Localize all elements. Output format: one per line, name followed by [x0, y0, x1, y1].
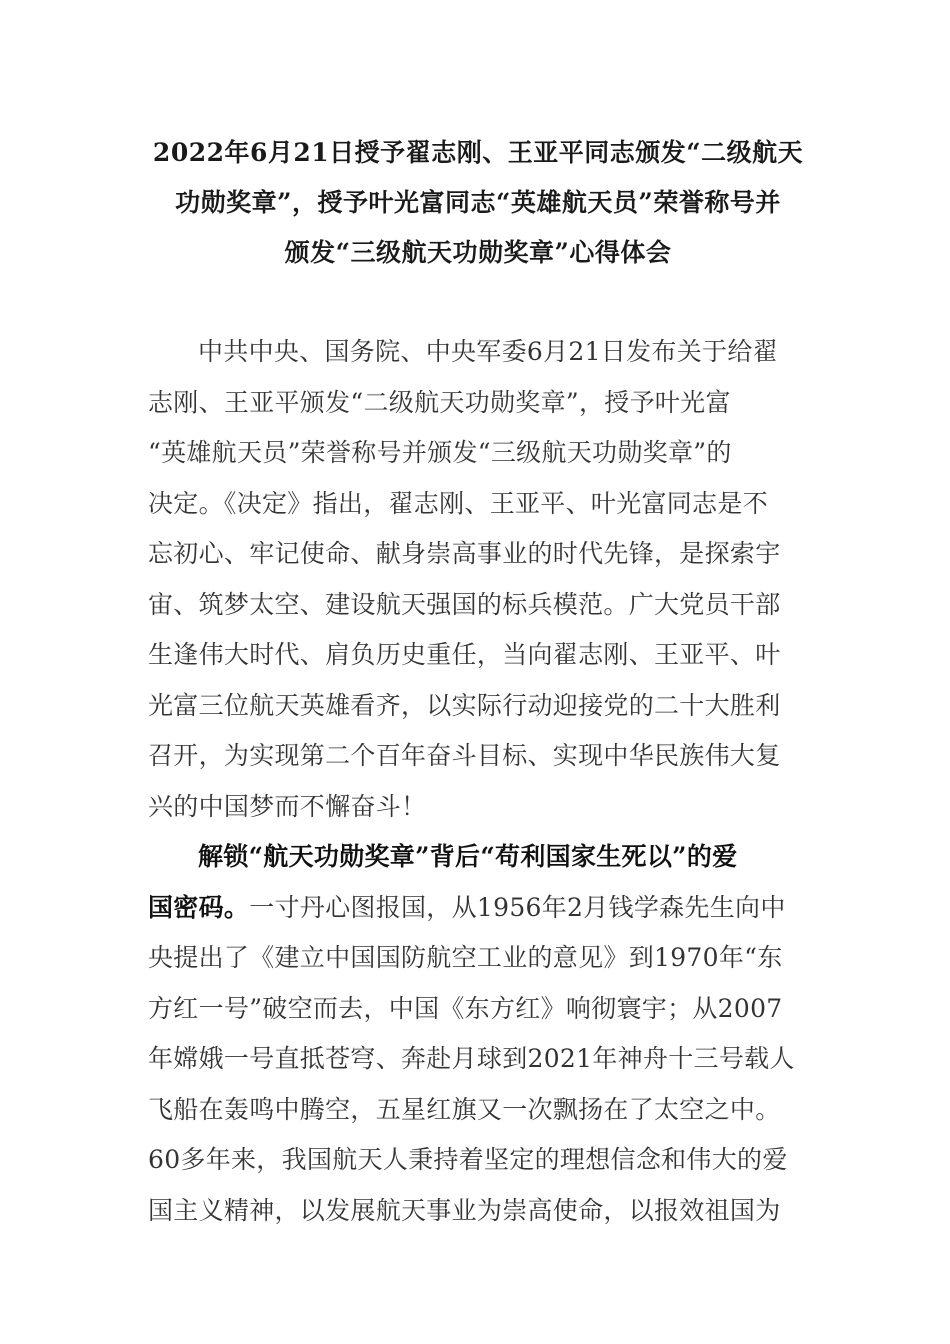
document-title	[148, 128, 808, 278]
text-line: 决定。《决定》指出，翟志刚、王亚平、叶光富同志是不	[148, 488, 769, 518]
paragraph-intro	[148, 327, 808, 832]
title-line: 功勋奖章”，授予叶光富同志“英雄航天员”荣誉称号并	[175, 188, 781, 217]
text-line: 飞船在轰鸣中腾空，五星红旗又一次飘扬在了太空之中。	[148, 1094, 781, 1124]
section-heading-line: 解锁“航天功勋奖章”背后“苟利国家生死以”的爱	[198, 842, 738, 871]
document-body	[148, 327, 808, 1236]
text-line: 志刚、王亚平颁发“二级航天功勋奖章”，授予叶光富	[148, 387, 731, 417]
text-line: 年嫦娥一号直抵苍穹、奔赴月球到2021年神舟十三号载人	[148, 1044, 795, 1073]
text-line: “英雄航天员”荣誉称号并颁发“三级航天功勋奖章”的	[148, 438, 732, 467]
text-line: 国主义精神，以发展航天事业为崇高使命，以报效祖国为	[148, 1195, 781, 1225]
text-line: 兴的中国梦而不懈奋斗！	[148, 791, 427, 821]
text-line: 召开，为实现第二个百年奋斗目标、实现中华民族伟大复	[148, 741, 781, 770]
text-line: 生逢伟大时代、肩负历史重任，当向翟志刚、王亚平、叶	[148, 640, 781, 669]
text-line: 光富三位航天英雄看齐，以实际行动迎接党的二十大胜利	[148, 690, 781, 720]
text-line: 方红一号”破空而去，中国《东方红》响彻寰宇；从2007	[148, 993, 783, 1023]
title-line: 颁发“三级航天功勋奖章”心得体会	[284, 238, 672, 267]
text-run: 一寸丹心图报国，从1956年2月钱学森先生向中	[249, 892, 786, 922]
text-line: 宙、筑梦太空、建设航天强国的标兵模范。广大党员干部	[148, 589, 781, 619]
paragraph-patriotic-code	[148, 832, 808, 1236]
text-line	[148, 883, 808, 934]
section-heading-end: 国密码。	[148, 892, 250, 922]
title-line: 2022年6月21日授予翟志刚、王亚平同志颁发“二级航天	[152, 138, 804, 167]
text-line: 60多年来，我国航天人秉持着坚定的理想信念和伟大的爱	[148, 1145, 788, 1174]
text-line: 中共中央、国务院、中央军委6月21日发布关于给翟	[198, 337, 778, 366]
text-line: 忘初心、牢记使命、献身崇高事业的时代先锋，是探索宇	[148, 539, 781, 568]
text-line: 央提出了《建立中国国防航空工业的意见》到1970年“东	[148, 943, 783, 972]
